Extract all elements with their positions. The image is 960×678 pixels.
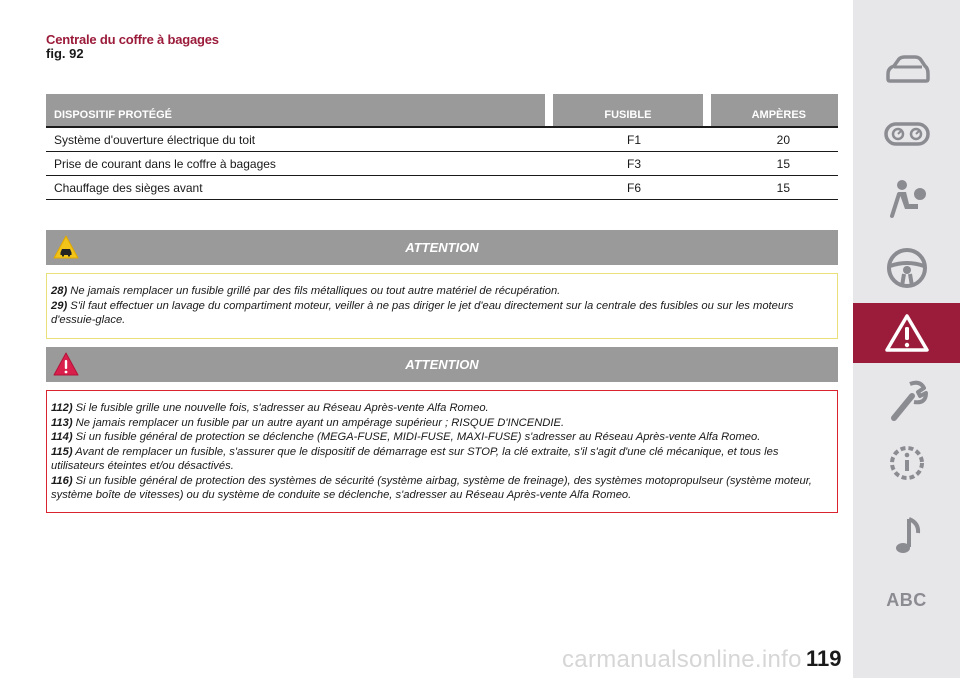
nav-item-maintenance[interactable] xyxy=(853,370,960,430)
header-device: DISPOSITIF PROTÉGÉ xyxy=(46,94,545,126)
abc-index-label: ABC xyxy=(886,589,927,610)
warning-triangle-icon xyxy=(882,311,932,355)
attention-title: ATTENTION xyxy=(405,240,479,255)
nav-item-emergency[interactable] xyxy=(853,303,960,363)
table-row xyxy=(46,176,838,200)
note-item: 113) Ne jamais remplacer un fusible par un autre ayant un ampérage supérieur ; RISQUE D'INCENDIE. xyxy=(51,416,565,429)
cell-amp: 20 xyxy=(776,132,790,147)
info-gear-icon xyxy=(882,441,932,485)
nav-item-dashboard[interactable] xyxy=(853,104,960,164)
cell-fuse: F6 xyxy=(626,180,641,195)
attention-title: ATTENTION xyxy=(405,357,479,372)
cell-amp: 15 xyxy=(776,180,790,195)
car-icon xyxy=(882,48,932,92)
wrench-icon xyxy=(882,378,932,422)
table-body xyxy=(46,126,838,200)
note-item: 116) Si un fusible général de protection des systèmes de sécurité (système airbag, système de freinage), des systèmes motopropulseur (système moteur, système boîte de vitesses) ou du système de conduite se déclenche, s'adresser au Réseau Après-vente Alfa Romeo. xyxy=(51,474,812,501)
note-item: 114) Si un fusible général de protection se déclenche (MEGA-FUSE, MIDI-FUSE, MAXI-FUSE) s'adresser au Réseau Après-vente Alfa Romeo. xyxy=(51,431,761,443)
nav-item-multimedia[interactable] xyxy=(853,505,960,565)
music-note-icon xyxy=(882,513,932,557)
attention-body-caution xyxy=(46,273,838,339)
attention-header-caution xyxy=(46,230,838,265)
cell-device: Prise de courant dans le coffre à bagages xyxy=(54,156,276,171)
seat-airbag-icon xyxy=(882,176,932,220)
nav-item-safety[interactable] xyxy=(853,168,960,228)
nav-item-technical-data[interactable] xyxy=(853,433,960,493)
cell-device: Système d'ouverture électrique du toit xyxy=(54,132,256,147)
note-item: 115) Avant de remplacer un fusible, s'assurer que le dispositif de démarrage est sur STOP, la clé extraite, s'il s'agit d'une clé mécanique, et tous les utilisateurs éteintes et/ou désactivés. xyxy=(51,445,779,472)
cell-device: Chauffage des sièges avant xyxy=(54,180,203,195)
note-item: 29) S'il faut effectuer un lavage du compartiment moteur, veiller à ne pas diriger le jet d'eau directement sur la centrale des fusibles ou sur les moteurs d'essuie-glace. xyxy=(51,299,794,326)
figure-reference: fig. 92 xyxy=(46,46,84,61)
nav-item-index[interactable] xyxy=(853,570,960,630)
page-number: 119 xyxy=(806,646,842,671)
table-header xyxy=(46,94,838,126)
cell-fuse: F1 xyxy=(626,132,641,147)
note-item: 28) Ne jamais remplacer un fusible grillé par des fils métalliques ou tout autre matériel de récupération. xyxy=(51,285,561,297)
attention-header-danger xyxy=(46,347,838,382)
section-title: Centrale du coffre à bagages xyxy=(46,32,219,47)
fuse-table xyxy=(46,94,838,200)
cell-fuse: F3 xyxy=(626,156,641,171)
nav-item-driving[interactable] xyxy=(853,238,960,298)
nav-item-car[interactable] xyxy=(853,40,960,100)
table-row xyxy=(46,152,838,176)
cell-amp: 15 xyxy=(776,156,790,171)
steering-wheel-icon xyxy=(882,246,932,290)
note-item: 112) Si le fusible grille une nouvelle fois, s'adresser au Réseau Après-vente Alfa Romeo. xyxy=(51,402,489,414)
header-amp: AMPÈRES xyxy=(711,94,838,126)
attention-body-danger xyxy=(46,390,838,513)
watermark: carmanualsonline.info xyxy=(562,646,802,673)
chapter-sidebar xyxy=(853,0,960,678)
table-row xyxy=(46,128,838,152)
dashboard-icon xyxy=(882,112,932,156)
header-fuse: FUSIBLE xyxy=(553,94,703,126)
